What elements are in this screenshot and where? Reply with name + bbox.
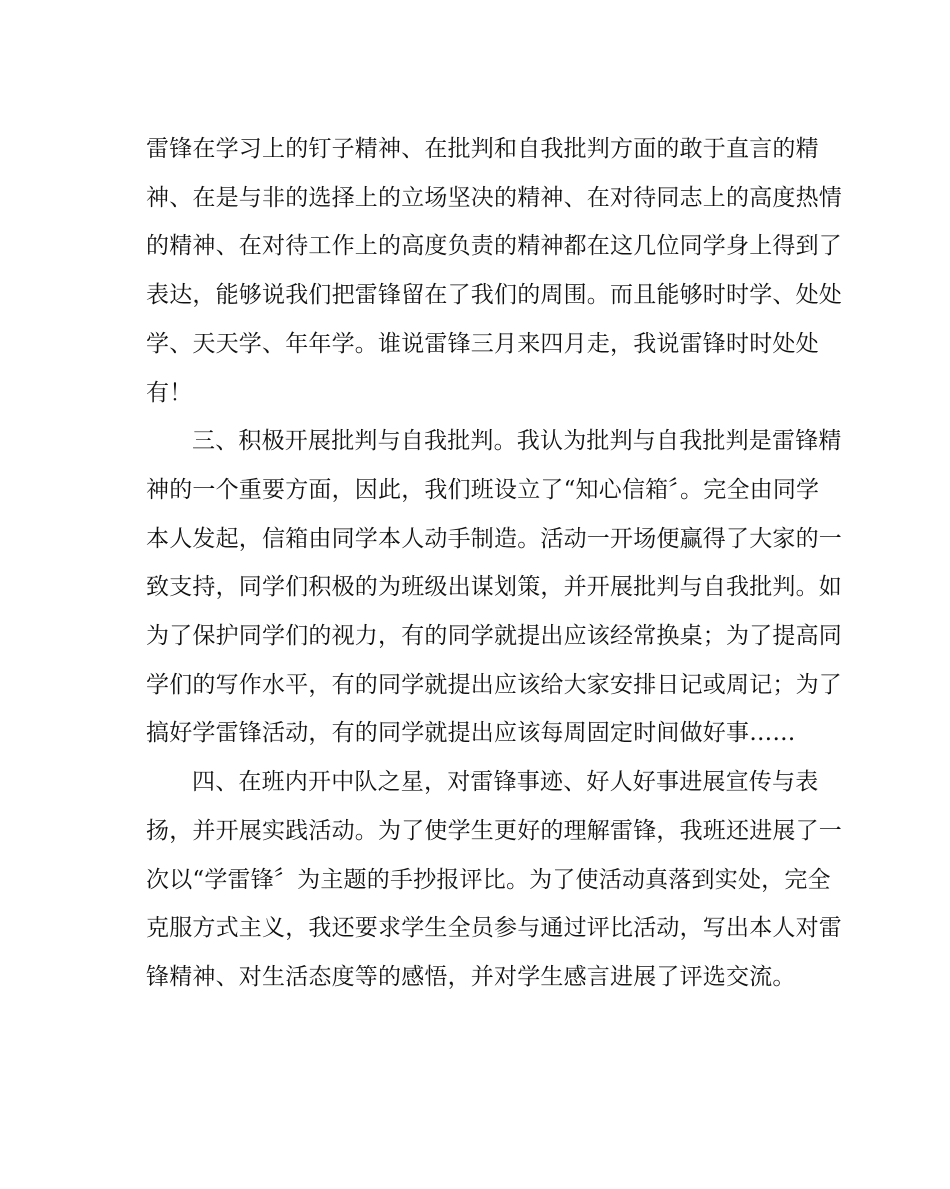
text-line: 本人发起，信箱由同学本人动手制造。活动一开场便赢得了大家的一 xyxy=(146,525,842,552)
text-line: 为了保护同学们的视力，有的同学就提出应该经常换桌；为了提高同 xyxy=(146,623,842,650)
paragraph-squad-star xyxy=(146,758,842,1002)
text-line: 扬，并开展实践活动。为了使学生更好的理解雷锋，我班还进展了一 xyxy=(146,817,842,844)
text-line: 学们的写作水平，有的同学就提出应该给大家安排日记或周记；为了 xyxy=(146,671,842,698)
text-line: 锋精神、对生活态度等的感悟，并对学生感言进展了评选交流。 xyxy=(146,963,796,990)
text-line: 的精神、在对待工作上的高度负责的精神都在这几位同学身上得到了 xyxy=(146,233,842,260)
text-line: 有！ xyxy=(146,379,193,406)
text-line: 搞好学雷锋活动，有的同学就提出应该每周固定时间做好事…… xyxy=(146,720,796,747)
text-line: 神的一个重要方面，因此，我们班设立了“知心信箱〞。完全由同学 xyxy=(146,476,820,503)
document-body xyxy=(146,125,842,1002)
text-line: 三、积极开展批判与自我批判。我认为批判与自我批判是雷锋精 xyxy=(192,428,842,455)
paragraph-continuation xyxy=(146,125,842,417)
text-line: 神、在是与非的选择上的立场坚决的精神、在对待同志上的高度热情 xyxy=(146,184,842,211)
text-line: 表达，能够说我们把雷锋留在了我们的周围。而且能够时时学、处处 xyxy=(146,282,842,309)
text-line: 四、在班内开中队之星，对雷锋事迹、好人好事进展宣传与表 xyxy=(192,769,819,796)
text-line: 次以“学雷锋〞为主题的手抄报评比。为了使活动真落到实处，完全 xyxy=(146,866,831,893)
text-line: 雷锋在学习上的钉子精神、在批判和自我批判方面的敢于直言的精 xyxy=(146,136,819,162)
text-line: 克服方式主义，我还要求学生全员参与通过评比活动，写出本人对雷 xyxy=(146,915,842,942)
paragraph-criticism xyxy=(146,417,842,758)
text-line: 致支持，同学们积极的为班级出谋划策，并开展批判与自我批判。如 xyxy=(146,574,842,601)
text-line: 学、天天学、年年学。谁说雷锋三月来四月走，我说雷锋时时处处 xyxy=(146,330,819,357)
